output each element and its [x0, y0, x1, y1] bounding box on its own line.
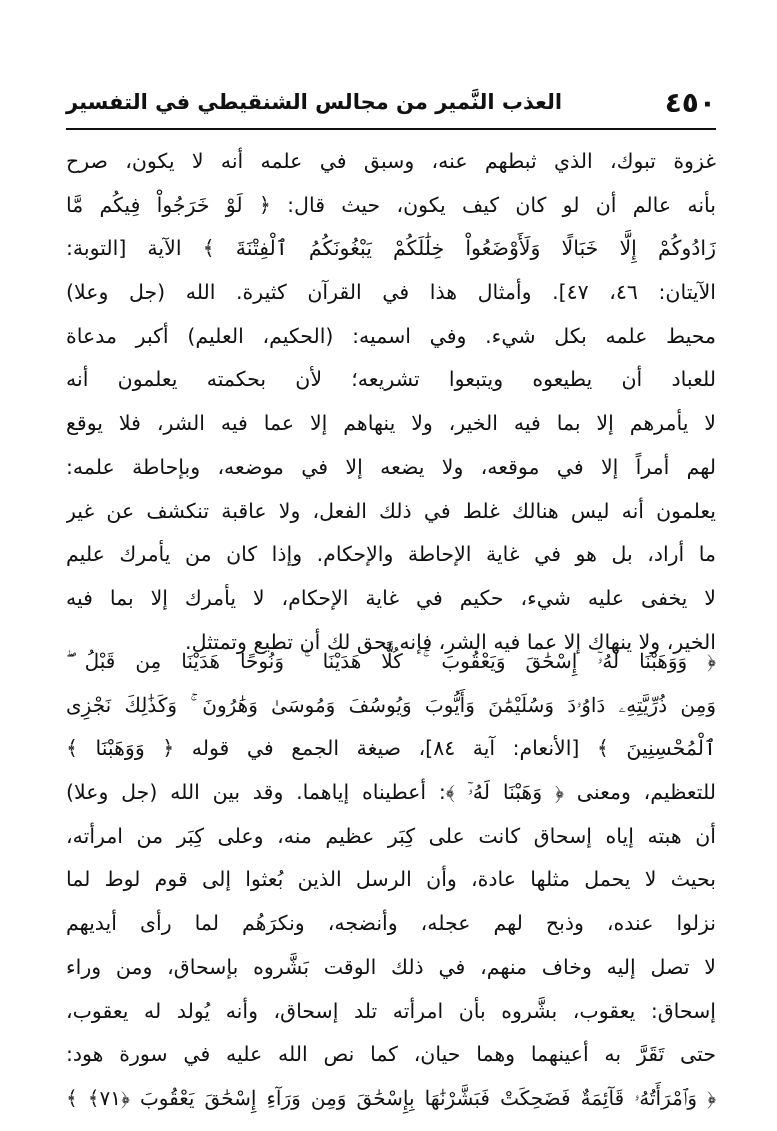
paragraph-1: [66, 140, 716, 664]
verse-line: وَمِن ذُرِّيَّتِهِۦ دَاوُۥدَ وَسُلَيْمَٰنَ وَأَيُّوبَ وَيُوسُفَ وَمُوسَىٰ وَهَٰرُونَ ۚ وَكَذَٰلِكَ نَجْزِى: [66, 692, 716, 717]
paragraph-2: [66, 640, 716, 1121]
text-line: لهم أمراً إلا في موقعه، ولا يضعه إلا في موضعه، وبإحاطة علمه:: [66, 454, 716, 479]
text-line: الخير، ولا ينهاك إلا عما فيه الشر، فإنه يحق لك أن تطيع وتمتثل.: [185, 629, 716, 654]
text-line: إسحاق: يعقوب، بشَّروه بأن امرأته تلد إسحاق، وأنه يُولد له يعقوب،: [66, 998, 716, 1023]
text-line: بحيث لا يحمل مثلها عادة، وأن الرسل الذين بُعثوا إلى قوم لوط لما: [66, 867, 716, 892]
text-line: بأنه عالم أن لو كان كيف يكون، حيث قال: ﴿ لَوْ خَرَجُواْ فِيكُم مَّا: [66, 192, 716, 217]
text-line: لا يخفى عليه شيء، حكيم في غاية الإحكام، لا يأمرك إلا بما فيه: [66, 585, 716, 610]
running-title: العذب النَّمير من مجالس الشنقيطي في التفسير: [66, 90, 563, 114]
verse-line: ﴿ وَٱمْرَأَتُهُۥ قَآئِمَةٌ فَضَحِكَتْ فَبَشَّرْنَٰهَا بِإِسْحَٰقَ وَمِن وَرَآءِ إِسْحَٰقَ يَعْقُوبَ ﴿٧١﴾ ﴾: [66, 1085, 716, 1110]
text-line: حتى تَقَرَّ به أعينهما وهما حيان، كما نص الله عليه في سورة هود:: [66, 1042, 716, 1067]
text-line: نزلوا عنده، وذبح لهم عجله، وأنضجه، ونكرَهُم لما رأى أيديهم: [66, 911, 716, 936]
text-line: محيط علمه بكل شيء. وفي اسميه: (الحكيم، العليم) أكبر مدعاة: [66, 323, 716, 348]
text-line: الآيتان: ٤٦، ٤٧]. وأمثال هذا في القرآن كثيرة. الله (جل وعلا): [66, 280, 716, 305]
text-line: ٱلْمُحْسِنِينَ ﴾ [الأنعام: آية ٨٤]، صيغة الجمع في قوله ﴿ وَوَهَبْنَا ﴾: [66, 736, 716, 761]
page-header: [66, 86, 716, 126]
page-number: ٤٥٠: [664, 86, 716, 119]
verse-line: ﴿ وَوَهَبْنَا لَهُۥٓ إِسْحَٰقَ وَيَعْقُوبَ ۚ كُلًّا هَدَيْنَا ۚ وَنُوحًا هَدَيْنَا مِن قَبْلُ ۖ: [66, 649, 716, 673]
text-line: أن هبته إياه إسحاق كانت على كِبَر عظيم منه، وعلى كِبَر من امرأته،: [66, 823, 716, 848]
text-line: يعلمون أنه ليس هنالك غلط في ذلك الفعل، ولا عاقبة تنكشف عن غير: [66, 498, 716, 523]
text-line: لا يأمرهم إلا بما فيه الخير، ولا ينهاهم إلا عما فيه الشر، فلا يوقع: [66, 411, 716, 436]
text-line: للتعظيم، ومعنى ﴿ وَهَبْنَا لَهُۥٓ ﴾: أعطيناه إياهما. وقد بين الله (جل وعلا): [66, 780, 716, 805]
header-divider: [66, 128, 716, 130]
text-line: غزوة تبوك، الذي ثبطهم عنه، وسبق في علمه أنه لا يكون، صرح: [66, 149, 716, 173]
text-line: للعباد أن يطيعوه ويتبعوا تشريعه؛ لأن بحكمته يعلمون أنه: [66, 367, 716, 392]
text-line: زَادُوكُمْ إِلَّا خَبَالًا وَلَأَوْضَعُواْ خِلَٰلَكُمْ يَبْغُونَكُمُ ٱلْفِتْنَةَ ﴾ الآية [التوبة:: [66, 236, 716, 261]
text-line: ما أراد، بل هو في غاية الإحاطة والإحكام. وإذا كان من يأمرك عليم: [66, 542, 716, 567]
text-line: لا تصل إليه وخاف منهم، في ذلك الوقت بَشَّروه بإسحاق، ومن وراء: [66, 954, 716, 979]
